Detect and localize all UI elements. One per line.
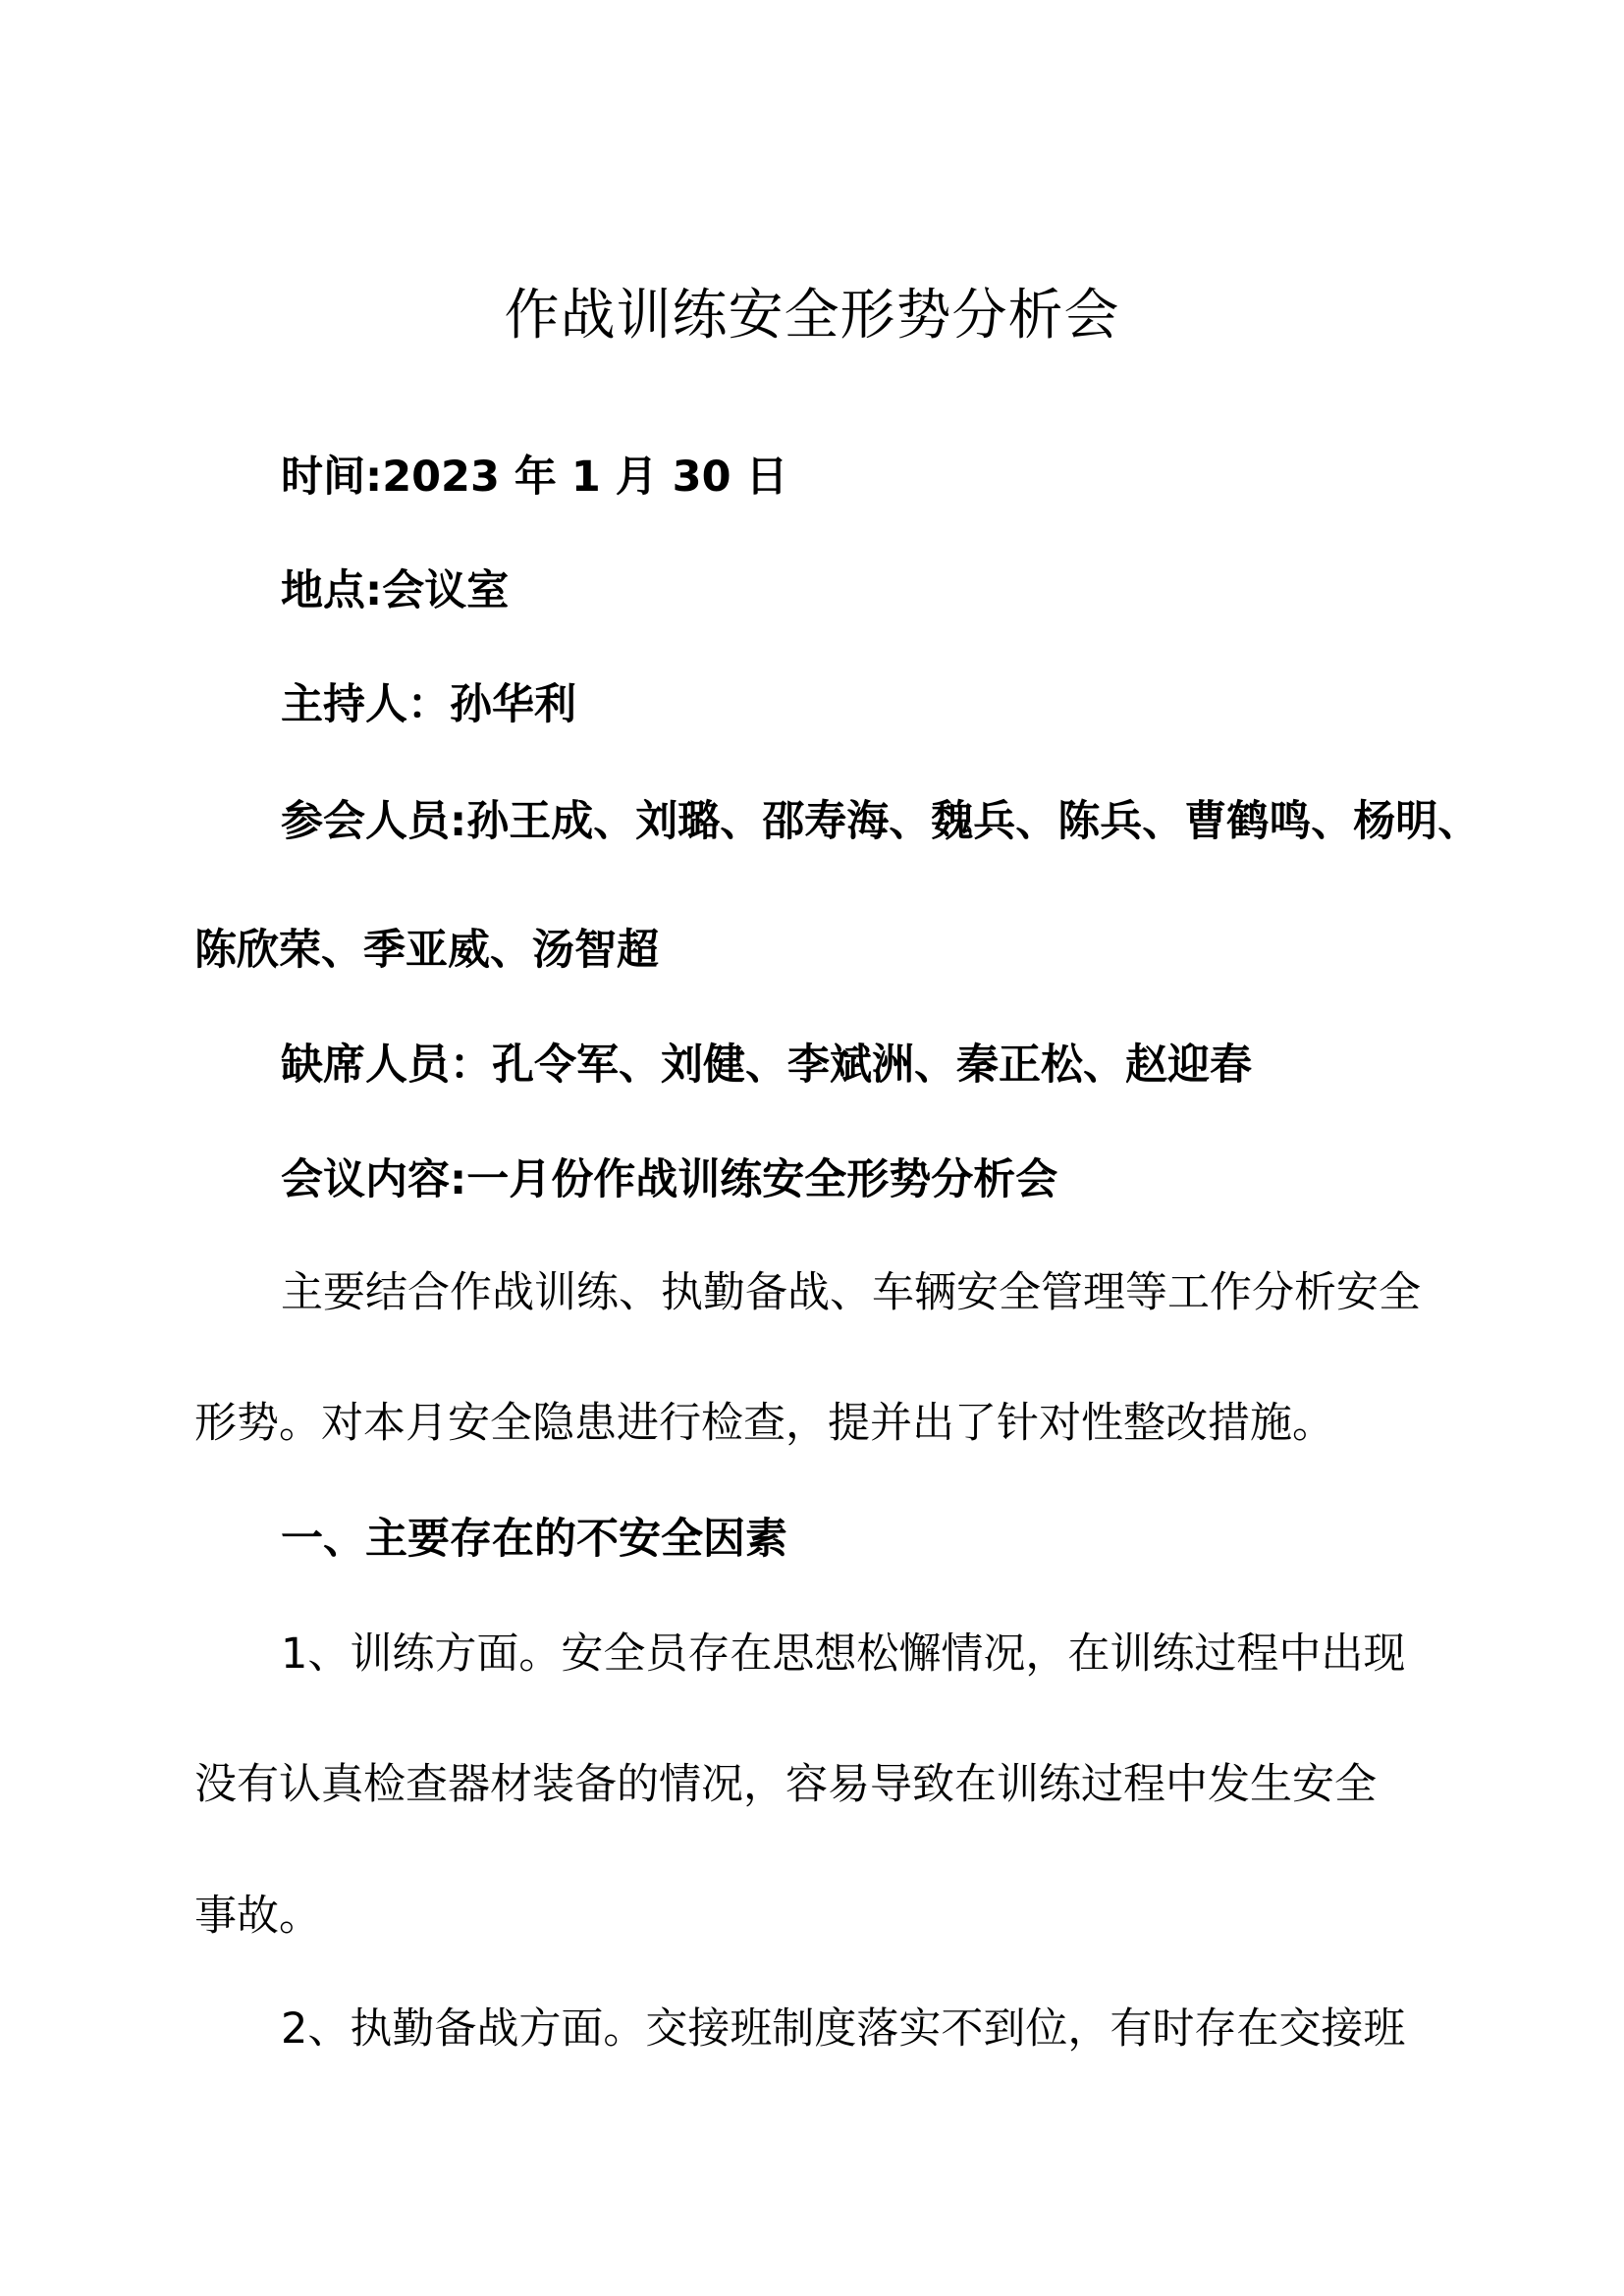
attendees-line-2: 陈欣荣、季亚威、汤智超 bbox=[194, 926, 659, 975]
item-2-line-1: 2、执勤备战方面。交接班制度落实不到位，有时存在交接班 bbox=[281, 2004, 1406, 2054]
item-1-line-2: 没有认真检查器材装备的情况，容易导致在训练过程中发生安全 bbox=[194, 1760, 1377, 1809]
summary-line-2: 形势。对本月安全隐患进行检查，提并出了针对性整改措施。 bbox=[194, 1399, 1334, 1448]
absent-members: 缺席人员：孔令军、刘健、李斌洲、秦正松、赵迎春 bbox=[281, 1041, 1252, 1090]
meeting-time: 时间:2023 年 1 月 30 日 bbox=[281, 453, 788, 502]
item-1-line-3: 事故。 bbox=[194, 1892, 321, 1941]
attendees-line-1: 参会人员:孙王成、刘璐、邵寿海、魏兵、陈兵、曹鹤鸣、杨明、 bbox=[281, 797, 1481, 846]
summary-line-1: 主要结合作战训练、执勤备战、车辆安全管理等工作分析安全 bbox=[281, 1268, 1421, 1317]
meeting-content: 会议内容:一月份作战训练安全形势分析会 bbox=[281, 1155, 1058, 1204]
section-heading: 一、主要存在的不安全因素 bbox=[281, 1515, 787, 1564]
meeting-host: 主持人：孙华利 bbox=[281, 680, 576, 729]
document-title: 作战训练安全形势分析会 bbox=[504, 284, 1120, 347]
meeting-location: 地点:会议室 bbox=[281, 566, 510, 615]
item-1-line-1: 1、训练方面。安全员存在思想松懈情况，在训练过程中出现 bbox=[281, 1629, 1406, 1679]
